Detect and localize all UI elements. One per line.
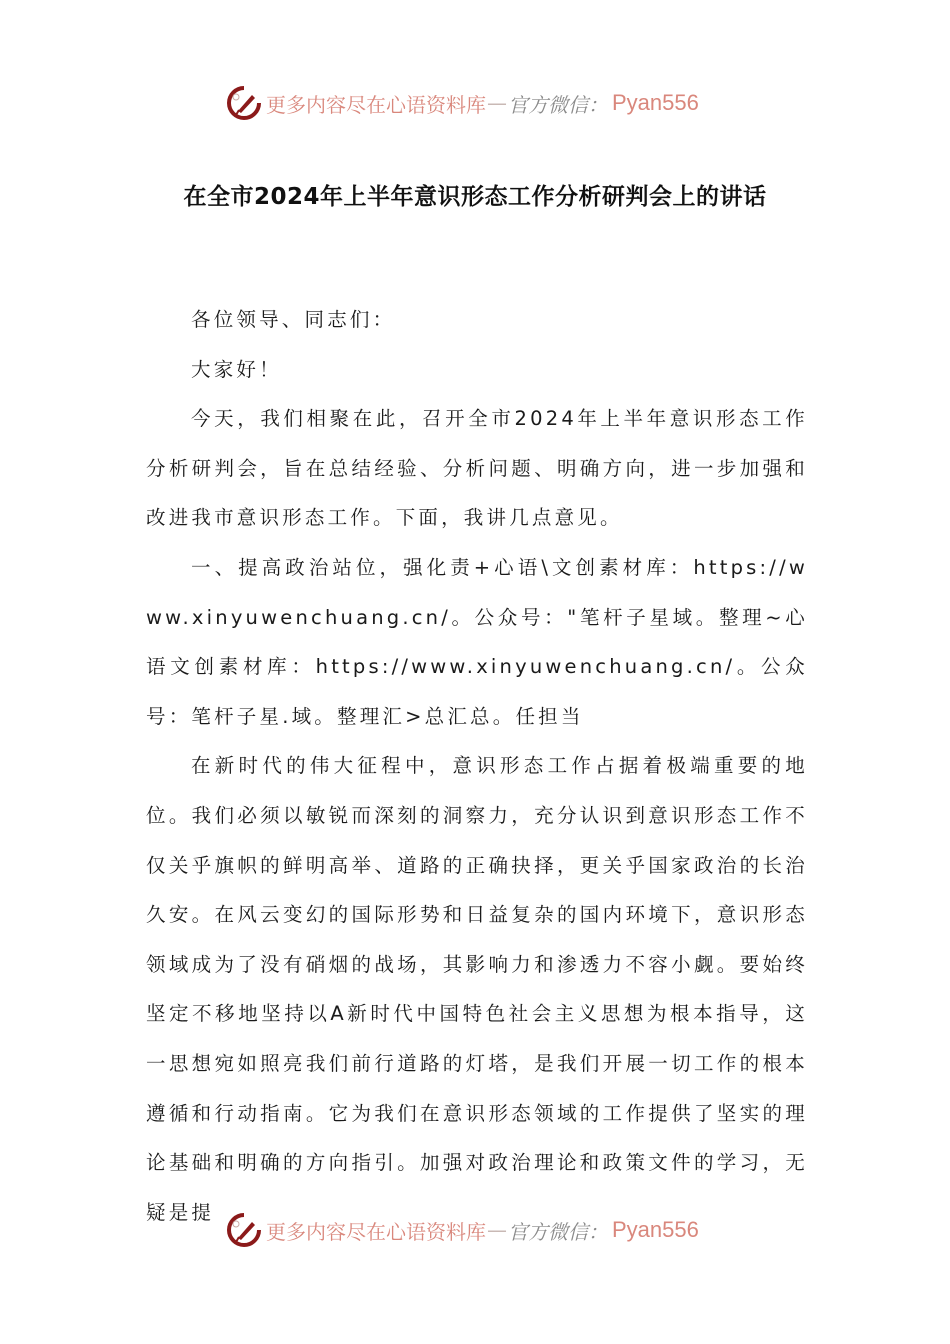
- quill-pen-logo-icon: [226, 85, 262, 121]
- banner-wechat-id: Pyan556: [612, 90, 699, 115]
- paragraph-section-heading: 一、提高政治站位，强化责+心语\文创素材库：https://www.xinyuwenchuang.cn/。公众号："笔杆子星域。整理~心语文创素材库：https://www.xinyuwenchuang.cn/。公众号：笔杆子星.域。整理汇>总汇总。任担当: [146, 555, 808, 728]
- banner-wechat-label: 官方微信：: [508, 1219, 608, 1244]
- footer-watermark-banner: [226, 1210, 699, 1250]
- document-body: [146, 295, 808, 1237]
- paragraph-intro: 今天，我们相聚在此，召开全市2024年上半年意识形态工作分析研判会，旨在总结经验、分析问题、明确方向，进一步加强和改进我市意识形态工作。下面，我讲几点意见。: [146, 407, 808, 530]
- banner-dash: —: [487, 91, 507, 115]
- banner-main-text: 更多内容尽在心语资料库: [266, 92, 486, 117]
- banner-wechat-id: Pyan556: [612, 1217, 699, 1242]
- quill-pen-logo-icon: [226, 1212, 262, 1248]
- paragraph-greeting: 大家好！: [191, 357, 282, 381]
- document-title: 在全市2024年上半年意识形态工作分析研判会上的讲话: [183, 184, 767, 210]
- banner-wechat-label: 官方微信：: [508, 92, 608, 117]
- header-watermark-banner: [226, 83, 699, 123]
- paragraph-salutation: 各位领导、同志们：: [191, 308, 396, 331]
- paragraph-body: 在新时代的伟大征程中，意识形态工作占据着极端重要的地位。我们必须以敏锐而深刻的洞察力，充分认识到意识形态工作不仅关乎旗帜的鲜明高举、道路的正确抉择，更关乎国家政治的长治久安。在风云变幻的国际形势和日益复杂的国内环境下，意识形态领域成为了没有硝烟的战场，其影响力和渗透力不容小觑。要始终坚定不移地坚持以A新时代中国特色社会主义思想为根本指导，这一思想宛如照亮我们前行道路的灯塔，是我们开展一切工作的根本遵循和行动指南。它为我们在意识形态领域的工作提供了坚实的理论基础和明确的方向指引。加强对政治理论和政策文件的学习，无疑是提: [146, 754, 808, 1224]
- banner-dash: —: [487, 1218, 507, 1242]
- banner-main-text: 更多内容尽在心语资料库: [266, 1219, 486, 1244]
